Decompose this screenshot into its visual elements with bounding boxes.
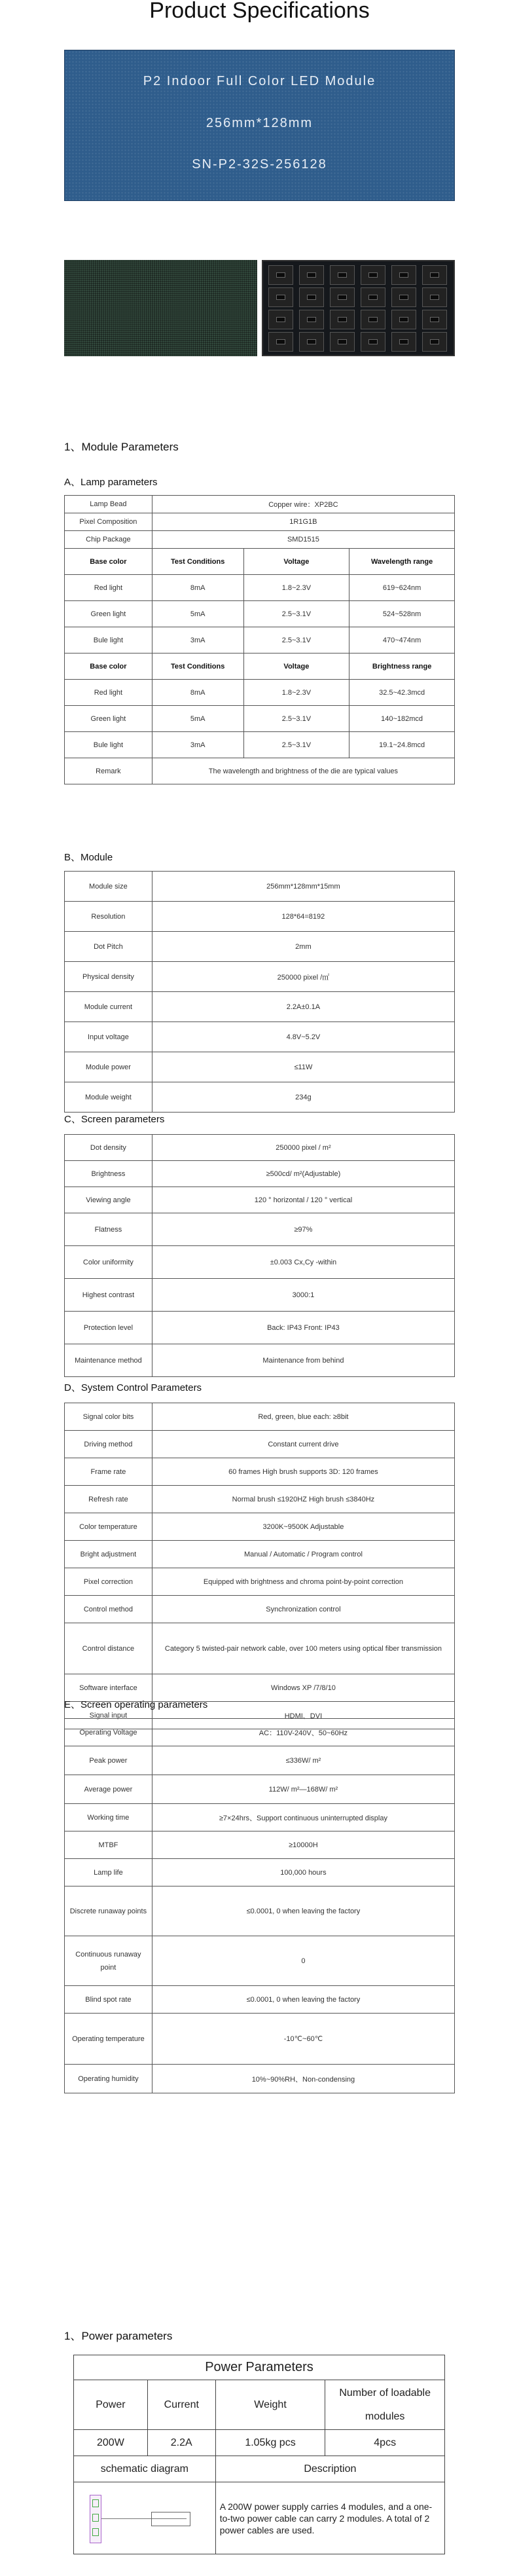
row-value: -10℃~60℃: [152, 2014, 454, 2065]
row-value: Equipped with brightness and chroma point-by-point correction: [152, 1568, 454, 1596]
table-cell: 1.8~2.3V: [243, 680, 349, 706]
row-value: Windows XP /7/8/10: [152, 1674, 454, 1702]
row-value: 1R1G1B: [152, 513, 454, 531]
table-cell: 1.05kg pcs: [215, 2430, 325, 2456]
row-value: 120 ° horizontal / 120 ° vertical: [152, 1187, 454, 1213]
row-label: Module weight: [65, 1082, 152, 1113]
row-value: HDMI、DVI: [152, 1702, 454, 1729]
pcb-cell: [330, 310, 355, 329]
row-value: ≥97%: [152, 1213, 454, 1246]
row-label: Signal input: [65, 1702, 152, 1729]
screen-parameters-heading: C、Screen parameters: [64, 1114, 165, 1125]
row-value: 0: [152, 1936, 454, 1986]
table-header-row: [65, 549, 455, 575]
table-cell: 3mA: [152, 732, 243, 758]
pcb-cell: [299, 332, 324, 352]
row-label: Signal color bits: [65, 1403, 152, 1431]
operating-parameters-heading: E、Screen operating parameters: [64, 1699, 208, 1710]
table-cell: 32.5~42.3mcd: [349, 680, 455, 706]
section-power-parameters: 1、Power parameters: [64, 2330, 173, 2342]
table-cell: 2.5~3.1V: [243, 732, 349, 758]
chip-icon: [338, 317, 347, 322]
row-label: Viewing angle: [65, 1187, 152, 1213]
chip-icon: [338, 272, 347, 278]
pcb-cell: [268, 265, 293, 285]
table-cell: Red light: [65, 680, 152, 706]
row-value: ≤0.0001, 0 when leaving the factory: [152, 1886, 454, 1936]
column-header: Brightness range: [349, 653, 455, 680]
row-value: 2.2A±0.1A: [152, 992, 454, 1022]
row-value: Red, green, blue each: ≥8bit: [152, 1403, 454, 1431]
table-row: [65, 1213, 455, 1246]
table-row: [65, 1312, 455, 1344]
column-header: Current: [147, 2380, 215, 2430]
page-title: Product Specifications: [149, 0, 370, 23]
row-value: Copper wire：XP2BC: [152, 496, 454, 513]
chip-icon: [399, 295, 408, 300]
table-row: [65, 1541, 455, 1568]
row-label: Refresh rate: [65, 1486, 152, 1513]
table-cell: 2.5~3.1V: [243, 601, 349, 627]
chip-icon: [338, 339, 347, 344]
table-cell: 3mA: [152, 627, 243, 653]
table-cell: Green light: [65, 706, 152, 732]
table-header-row: [74, 2456, 445, 2482]
table-row: [65, 732, 455, 758]
row-value: ≤11W: [152, 1052, 454, 1082]
system-control-heading: D、System Control Parameters: [64, 1382, 202, 1393]
table-row: [65, 1936, 455, 1986]
pcb-cell: [330, 332, 355, 352]
table-row: [65, 1022, 455, 1052]
row-label: Pixel correction: [65, 1568, 152, 1596]
table-cell: 19.1~24.8mcd: [349, 732, 455, 758]
row-value: 250000 pixel /㎡: [152, 962, 454, 992]
column-header: Base color: [65, 549, 152, 575]
table-row: [65, 932, 455, 962]
row-value: 4.8V~5.2V: [152, 1022, 454, 1052]
module-icon: [151, 2512, 190, 2526]
module-table: [64, 871, 455, 1113]
row-label: Color uniformity: [65, 1246, 152, 1279]
power-parameters-table: [73, 2355, 445, 2554]
pcb-cell: [391, 265, 416, 285]
row-label: Control method: [65, 1596, 152, 1623]
table-cell: 619~624nm: [349, 575, 455, 601]
table-row: [65, 1596, 455, 1623]
row-label: Continuous runaway point: [65, 1936, 152, 1986]
row-label: Driving method: [65, 1431, 152, 1458]
module-back-photo: [262, 260, 455, 356]
row-value: ≤336W/ m²: [152, 1746, 454, 1775]
table-row: [65, 531, 455, 549]
pcb-cell: [422, 265, 447, 285]
table-row: [65, 1187, 455, 1213]
row-value: AC：110V-240V、50~60Hz: [152, 1719, 454, 1746]
table-row: [65, 706, 455, 732]
row-value: Normal brush ≤1920HZ High brush ≤3840Hz: [152, 1486, 454, 1513]
section-module-parameters: 1、Module Parameters: [64, 441, 179, 453]
table-row: [65, 1431, 455, 1458]
banner-product-name: P2 Indoor Full Color LED Module: [143, 74, 376, 88]
row-value: 3200K~9500K Adjustable: [152, 1513, 454, 1541]
row-label: MTBF: [65, 1831, 152, 1859]
schematic-diagram: [74, 2482, 216, 2554]
row-value: 100,000 hours: [152, 1859, 454, 1886]
row-value: ±0.003 Cx,Cy -within: [152, 1246, 454, 1279]
table-row: [65, 1279, 455, 1312]
chip-icon: [430, 272, 439, 278]
table-row: [65, 1246, 455, 1279]
table-cell: 2.2A: [147, 2430, 215, 2456]
table-row: [65, 1486, 455, 1513]
row-label: Highest contrast: [65, 1279, 152, 1312]
pcb-cell: [361, 265, 385, 285]
lamp-parameters-table: [64, 495, 455, 784]
table-row: [65, 1135, 455, 1161]
row-label: Operating temperature: [65, 2014, 152, 2065]
row-value: 112W/ m²—168W/ m²: [152, 1775, 454, 1804]
row-value: 3000:1: [152, 1279, 454, 1312]
pcb-cell: [391, 287, 416, 307]
table-cell: 8mA: [152, 575, 243, 601]
column-header: Voltage: [243, 653, 349, 680]
column-header: Number of loadable modules: [325, 2380, 445, 2430]
table-row: [65, 1513, 455, 1541]
pcb-cell: [299, 265, 324, 285]
table-cell: 4pcs: [325, 2430, 445, 2456]
row-value: ≤0.0001, 0 when leaving the factory: [152, 1986, 454, 2014]
table-row: [65, 1052, 455, 1082]
pcb-cell: [268, 332, 293, 352]
pcb-cell: [299, 310, 324, 329]
power-description: A 200W power supply carries 4 modules, and a one-to-two power cable can carry 2 modules. A total of 2 power cables are used.: [215, 2482, 444, 2554]
row-value: ≥10000H: [152, 1831, 454, 1859]
table-row: [65, 992, 455, 1022]
table-row: [65, 627, 455, 653]
chip-icon: [368, 317, 378, 322]
table-row: [65, 1161, 455, 1187]
table-row: [65, 1886, 455, 1936]
table-cell: Green light: [65, 601, 152, 627]
row-value: ≥7×24hrs、Support continuous uninterrupted display: [152, 1804, 454, 1831]
pcb-cell: [330, 287, 355, 307]
table-cell: Bule light: [65, 627, 152, 653]
column-header: Voltage: [243, 549, 349, 575]
table-cell: 1.8~2.3V: [243, 575, 349, 601]
table-row: [65, 1719, 455, 1746]
pcb-cell: [422, 287, 447, 307]
row-label: Flatness: [65, 1213, 152, 1246]
chip-icon: [399, 317, 408, 322]
row-value: 10%~90%RH、Non-condensing: [152, 2065, 454, 2093]
table-row: [65, 1082, 455, 1113]
chip-icon: [276, 295, 285, 300]
pcb-cell: [361, 310, 385, 329]
power-table-title: Power Parameters: [74, 2355, 445, 2380]
module-heading: B、Module: [64, 852, 113, 863]
column-header: Base color: [65, 653, 152, 680]
table-cell: 470~474nm: [349, 627, 455, 653]
table-row: [74, 2430, 445, 2456]
pcb-cell: [268, 287, 293, 307]
remark-value: The wavelength and brightness of the die are typical values: [152, 758, 454, 784]
banner-model: SN-P2-32S-256128: [192, 157, 327, 172]
table-row: [65, 872, 455, 902]
table-row: [65, 2065, 455, 2093]
row-value: Back: IP43 Front: IP43: [152, 1312, 454, 1344]
table-cell: Bule light: [65, 732, 152, 758]
table-row: [65, 1458, 455, 1486]
table-row: [65, 1344, 455, 1377]
column-header: Test Conditions: [152, 653, 243, 680]
table-row: [74, 2482, 445, 2554]
row-label: Module current: [65, 992, 152, 1022]
pcb-cell: [422, 332, 447, 352]
chip-icon: [307, 317, 316, 322]
row-label: Chip Package: [65, 531, 152, 549]
row-label: Input voltage: [65, 1022, 152, 1052]
row-label: Module size: [65, 872, 152, 902]
table-cell: 8mA: [152, 680, 243, 706]
column-header: Power: [74, 2380, 148, 2430]
table-row: [65, 1986, 455, 2014]
row-label: Peak power: [65, 1746, 152, 1775]
table-header-row: [65, 653, 455, 680]
row-label: Working time: [65, 1804, 152, 1831]
table-row: [65, 1775, 455, 1804]
chip-icon: [338, 295, 347, 300]
row-label: Software interface: [65, 1674, 152, 1702]
table-cell: 5mA: [152, 706, 243, 732]
row-label: Brightness: [65, 1161, 152, 1187]
column-header: Weight: [215, 2380, 325, 2430]
chip-icon: [430, 339, 439, 344]
chip-icon: [430, 317, 439, 322]
pcb-cell: [299, 287, 324, 307]
row-label: Control distance: [65, 1623, 152, 1674]
table-row: [65, 1746, 455, 1775]
column-header: Wavelength range: [349, 549, 455, 575]
pcb-cell: [391, 332, 416, 352]
table-row: [65, 758, 455, 784]
row-label: Module power: [65, 1052, 152, 1082]
row-value: SMD1515: [152, 531, 454, 549]
row-value: Synchronization control: [152, 1596, 454, 1623]
row-value: 234g: [152, 1082, 454, 1113]
chip-icon: [368, 339, 378, 344]
row-label: Maintenance method: [65, 1344, 152, 1377]
table-row: [65, 1403, 455, 1431]
table-row: [65, 513, 455, 531]
row-label: Physical density: [65, 962, 152, 992]
schematic-label: schematic diagram: [74, 2456, 216, 2482]
chip-icon: [399, 339, 408, 344]
row-label: Dot Pitch: [65, 932, 152, 962]
table-row: [65, 575, 455, 601]
table-cell: Red light: [65, 575, 152, 601]
table-cell: 5mA: [152, 601, 243, 627]
module-front-photo: [64, 260, 257, 356]
row-label: Pixel Composition: [65, 513, 152, 531]
power-supply-icon: [90, 2495, 101, 2543]
row-value: 60 frames High brush supports 3D: 120 frames: [152, 1458, 454, 1486]
system-control-table: [64, 1403, 455, 1729]
table-row: [65, 1831, 455, 1859]
chip-icon: [368, 272, 378, 278]
description-label: Description: [215, 2456, 444, 2482]
table-row: [65, 2014, 455, 2065]
row-label: Dot density: [65, 1135, 152, 1161]
chip-icon: [276, 339, 285, 344]
chip-icon: [276, 317, 285, 322]
pcb-cell: [391, 310, 416, 329]
row-value: Category 5 twisted-pair network cable, over 100 meters using optical fiber transmission: [152, 1623, 454, 1674]
row-label: Blind spot rate: [65, 1986, 152, 2014]
row-label: Operating humidity: [65, 2065, 152, 2093]
pcb-cell: [422, 310, 447, 329]
table-cell: 2.5~3.1V: [243, 706, 349, 732]
pcb-cell: [330, 265, 355, 285]
row-value: 2mm: [152, 932, 454, 962]
row-value: Maintenance from behind: [152, 1344, 454, 1377]
table-cell: 140~182mcd: [349, 706, 455, 732]
chip-icon: [276, 272, 285, 278]
table-header-row: [74, 2355, 445, 2380]
column-header: Test Conditions: [152, 549, 243, 575]
row-value: Constant current drive: [152, 1431, 454, 1458]
lamp-parameters-heading: A、Lamp parameters: [64, 477, 158, 488]
table-cell: 524~528nm: [349, 601, 455, 627]
table-row: [65, 1568, 455, 1596]
table-cell: 200W: [74, 2430, 148, 2456]
row-value: ≥500cd/ m²(Adjustable): [152, 1161, 454, 1187]
row-label: Operating Voltage: [65, 1719, 152, 1746]
row-label: Bright adjustment: [65, 1541, 152, 1568]
table-row: [65, 601, 455, 627]
pcb-cell: [361, 287, 385, 307]
table-row: [65, 496, 455, 513]
pcb-cell: [361, 332, 385, 352]
banner-size: 256mm*128mm: [206, 116, 313, 130]
chip-icon: [307, 339, 316, 344]
row-label: Frame rate: [65, 1458, 152, 1486]
row-label: Resolution: [65, 902, 152, 932]
screen-parameters-table: [64, 1134, 455, 1377]
row-label: Lamp Bead: [65, 496, 152, 513]
table-row: [65, 1859, 455, 1886]
row-label: Color temperature: [65, 1513, 152, 1541]
row-value: Manual / Automatic / Program control: [152, 1541, 454, 1568]
chip-icon: [368, 295, 378, 300]
chip-icon: [307, 295, 316, 300]
row-label: Protection level: [65, 1312, 152, 1344]
table-row: [65, 1804, 455, 1831]
row-label: Discrete runaway points: [65, 1886, 152, 1936]
chip-icon: [430, 295, 439, 300]
table-row: [65, 680, 455, 706]
table-cell: 2.5~3.1V: [243, 627, 349, 653]
table-row: [65, 962, 455, 992]
row-value: 256mm*128mm*15mm: [152, 872, 454, 902]
row-value: 250000 pixel / m²: [152, 1135, 454, 1161]
table-row: [65, 1623, 455, 1674]
row-label: Lamp life: [65, 1859, 152, 1886]
operating-parameters-table: [64, 1718, 455, 2093]
chip-icon: [399, 272, 408, 278]
row-label: Remark: [65, 758, 152, 784]
wiring-diagram-icon: [74, 2486, 215, 2551]
pcb-cell: [268, 310, 293, 329]
table-header-row: [74, 2380, 445, 2430]
row-value: 128*64=8192: [152, 902, 454, 932]
row-label: Average power: [65, 1775, 152, 1804]
product-banner: [64, 50, 455, 201]
chip-icon: [307, 272, 316, 278]
table-row: [65, 902, 455, 932]
